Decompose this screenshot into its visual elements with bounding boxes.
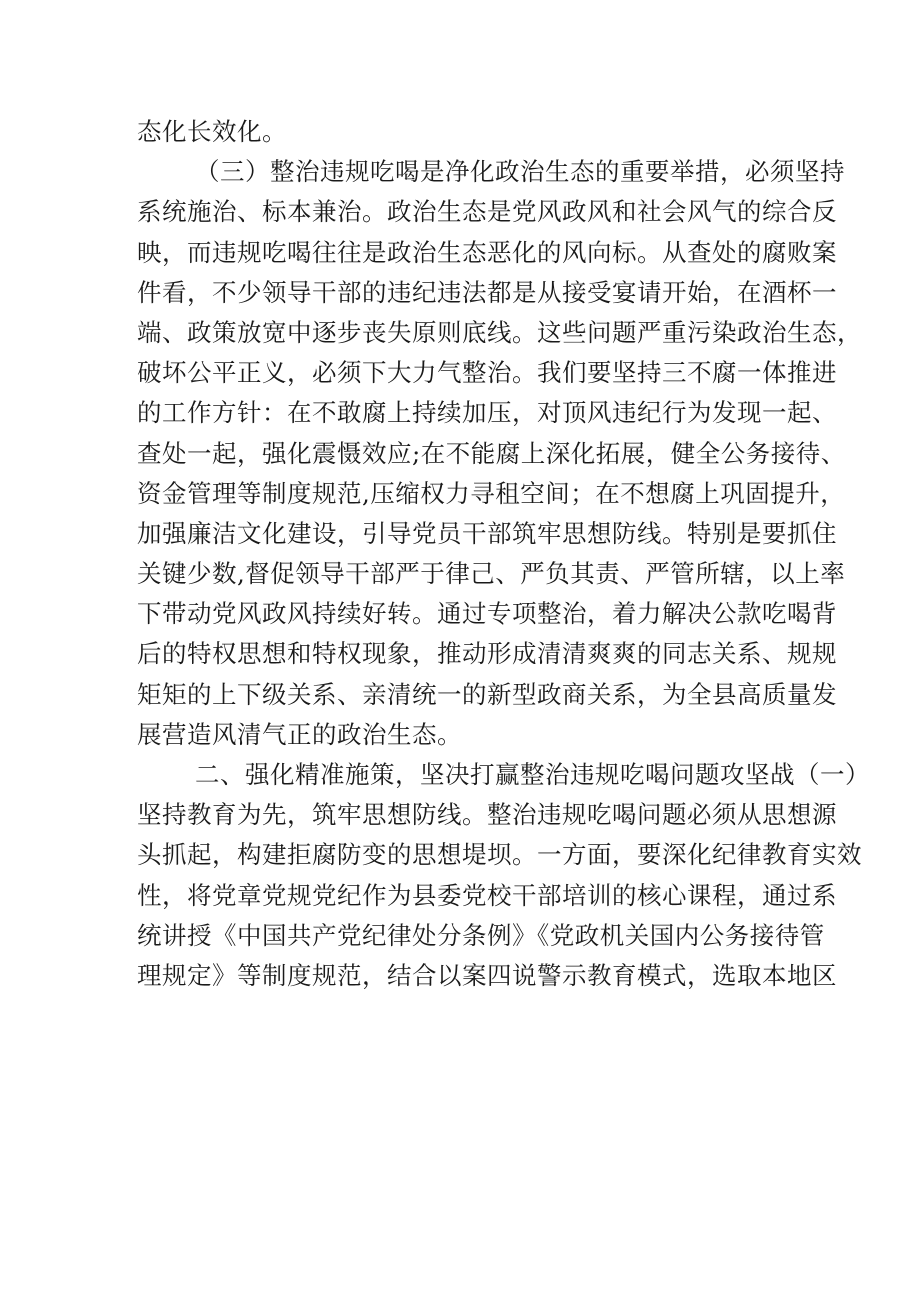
text-line: 系统施治、标本兼治。政治生态是党风政风和社会风气的综合反 — [137, 197, 837, 227]
text-line: 头抓起，构建拒腐防变的思想堤坝。一方面，要深化纪律教育实效 — [137, 840, 862, 870]
text-line: 端、政策放宽中逐步丧失原则底线。这些问题严重污染政治生态， — [137, 317, 862, 347]
text-line: 加强廉洁文化建设，引导党员干部筑牢思想防线。特别是要抓住 — [137, 518, 837, 548]
text-line: 性，将党章党规党纪作为县委党校干部培训的核心课程，通过系 — [137, 880, 837, 910]
text-line: 矩矩的上下级关系、亲清统一的新型政商关系，为全县高质量发 — [137, 679, 837, 709]
text-line: 坚持教育为先，筑牢思想防线。整治违规吃喝问题必须从思想源 — [137, 800, 837, 830]
text-line: 统讲授《中国共产党纪律处分条例》《党政机关国内公务接待管 — [137, 920, 825, 950]
text-line: 理规定》等制度规范，结合以案四说警示教育模式，选取本地区 — [137, 960, 837, 990]
text-line: 关键少数,督促领导干部严于律己、严负其责、严管所辖，以上率 — [137, 559, 846, 589]
text-line: 展营造风清气正的政治生态。 — [137, 719, 462, 749]
text-line: 态化长效化。 — [137, 117, 287, 146]
text-line: 下带动党风政风持续好转。通过专项整治，着力解决公款吃喝背 — [137, 599, 837, 629]
text-line: 映，而违规吃喝往往是政治生态恶化的风向标。从查处的腐败案 — [137, 237, 837, 267]
text-line: 查处一起，强化震慑效应;在不能腐上深化拓展，健全公务接待、 — [137, 438, 846, 468]
document-body — [137, 112, 870, 996]
text-line: 破坏公平正义，必须下大力气整治。我们要坚持三不腐一体推进 — [137, 358, 837, 388]
text-line: 资金管理等制度规范,压缩权力寻租空间；在不想腐上巩固提升， — [137, 478, 846, 508]
text-line: 的工作方针：在不敢腐上持续加压，对顶风违纪行为发现一起、 — [137, 398, 837, 428]
paragraph-heading-line: （三）整治违规吃喝是净化政治生态的重要举措，必须坚持 — [195, 157, 845, 187]
text-line: 件看，不少领导干部的违纪违法都是从接受宴请开始，在酒杯一 — [137, 277, 837, 307]
section-heading-line: 二、强化精准施策，坚决打赢整治违规吃喝问题攻坚战（一） — [195, 760, 870, 789]
text-line: 后的特权思想和特权现象，推动形成清清爽爽的同志关系、规规 — [137, 639, 837, 669]
